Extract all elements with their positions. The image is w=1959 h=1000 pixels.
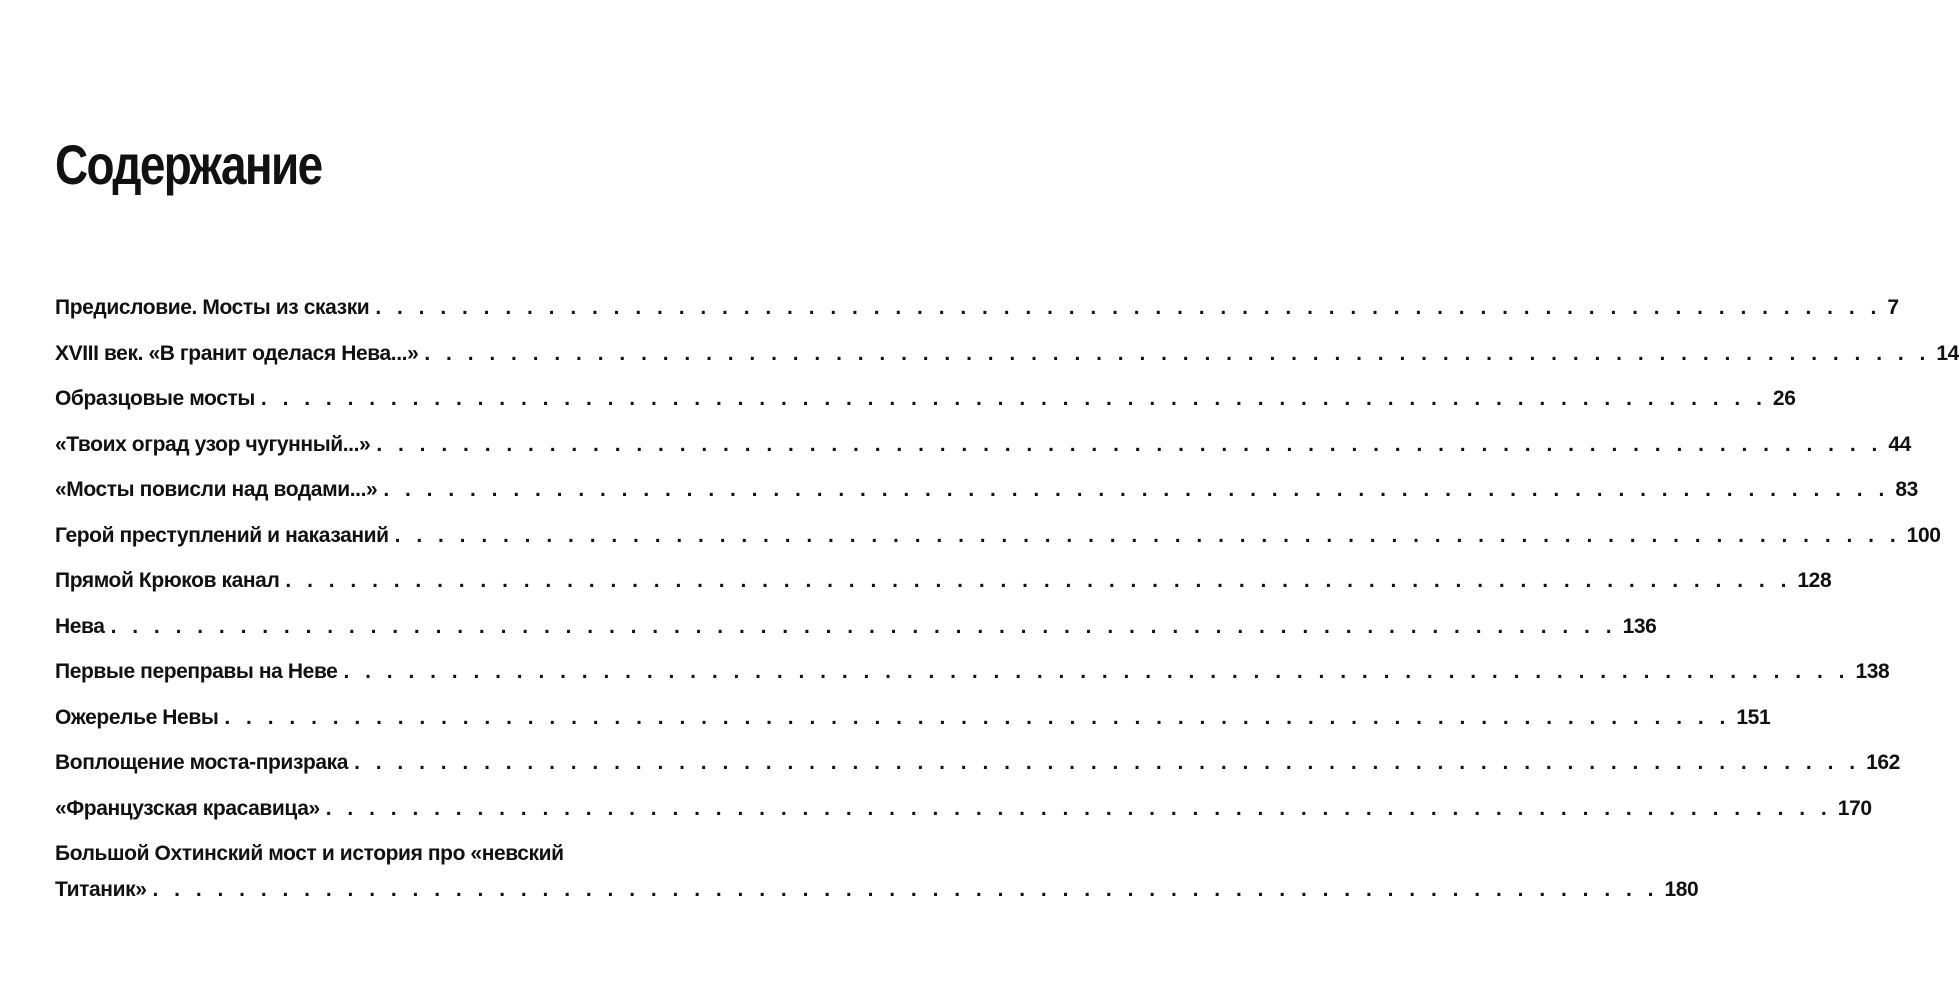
toc-entry-title: Образцовые мосты [55,387,255,410]
toc-entry-page: 162 [1866,751,1900,774]
toc-entry[interactable] [55,341,1959,388]
toc-entry-page: 83 [1895,478,1918,501]
toc-entry-title: «Мосты повисли над водами...» [55,478,378,501]
toc-entry[interactable] [55,660,1890,706]
toc-entry[interactable] [55,432,1911,479]
dot-leader: . . . . . . . . . . . . . . . . . . . . . . . . . . . . . . . . . . . . . . . . . . . . . . . . . . . . . . . . . . . . . . . . . . . . . . [394,523,1901,547]
dot-leader: . . . . . . . . . . . . . . . . . . . . . . . . . . . . . . . . . . . . . . . . . . . . . . . . . . . . . . . . . . . . . . . . . . . . . . [376,432,1883,456]
toc-entry[interactable] [55,387,1796,433]
toc-entry[interactable] [55,796,1872,843]
dot-leader: . . . . . . . . . . . . . . . . . . . . . . . . . . . . . . . . . . . . . . . . . . . . . . . . . . . . . . . . . . . . . . . . . . . . . . [375,296,1882,319]
toc-entry[interactable] [55,478,1918,524]
page-title: Содержание [55,133,322,196]
toc-entry-page: 26 [1772,387,1796,410]
toc-entry[interactable] [55,614,1657,661]
toc-entry-title: Нева [55,614,105,638]
toc-entry-page: 100 [1906,523,1941,547]
toc-entry[interactable] [55,569,1832,615]
toc-entry-title: Предисловие. Мосты из сказки [55,296,370,319]
dot-leader: . . . . . . . . . . . . . . . . . . . . . . . . . . . . . . . . . . . . . . . . . . . . . . . . . . . . . . . . . . . . . . . . . . . . . . [325,796,1832,820]
toc-entry-page: 7 [1887,296,1899,319]
dot-leader: . . . . . . . . . . . . . . . . . . . . . . . . . . . . . . . . . . . . . . . . . . . . . . . . . . . . . . . . . . . . . . . . . . . . . . [383,478,1890,501]
dot-leader: . . . . . . . . . . . . . . . . . . . . . . . . . . . . . . . . . . . . . . . . . . . . . . . . . . . . . . . . . . . . . . . . . . . . . . [424,341,1931,365]
dot-leader: . . . . . . . . . . . . . . . . . . . . . . . . . . . . . . . . . . . . . . . . . . . . . . . . . . . . . . . . . . . . . . . . . . . . . . [354,751,1861,774]
toc-entry-page: 170 [1837,796,1872,820]
toc-entry[interactable] [55,751,1900,797]
toc-entry-title: «Твоих оград узор чугунный...» [55,432,371,456]
dot-leader: . . . . . . . . . . . . . . . . . . . . . . . . . . . . . . . . . . . . . . . . . . . . . . . . . . . . . . . . . . . . . . . . . . . . . . [224,705,1731,729]
toc-entry[interactable] [55,705,1771,752]
toc-entry-title: Прямой Крюков канал [55,569,280,592]
toc-entry-page: 138 [1855,660,1890,683]
toc-entry-line2 [55,878,1699,902]
dot-leader: . . . . . . . . . . . . . . . . . . . . . . . . . . . . . . . . . . . . . . . . . . . . . . . . . . . . . . . . . . . . . . . . . . . . . . [152,878,1659,901]
toc-entry[interactable] [55,842,1699,902]
toc-entry[interactable] [55,296,1899,342]
table-of-contents [55,296,1959,902]
toc-entry-page: 128 [1797,569,1832,592]
toc-entry-title: «Французская красавица» [55,796,320,820]
toc-entry-title: Первые переправы на Неве [55,660,338,683]
toc-entry-page: 151 [1736,705,1771,729]
dot-leader: . . . . . . . . . . . . . . . . . . . . . . . . . . . . . . . . . . . . . . . . . . . . . . . . . . . . . . . . . . . . . . . . . . . . . . [343,660,1850,683]
toc-entry-title-line1: Большой Охтинский мост и история про «невский [55,842,564,865]
toc-entry-title: Воплощение моста-призрака [55,751,349,774]
toc-entry-title-line2: Титаник» [55,878,147,901]
toc-entry-title: XVIII век. «В гранит оделася Нева...» [55,341,419,365]
toc-entry-page: 14 [1936,341,1959,365]
toc-entry[interactable] [55,523,1941,570]
dot-leader: . . . . . . . . . . . . . . . . . . . . . . . . . . . . . . . . . . . . . . . . . . . . . . . . . . . . . . . . . . . . . . . . . . . . . . [285,569,1792,592]
toc-entry-title: Ожерелье Невы [55,705,219,729]
toc-entry-page: 136 [1622,614,1657,638]
toc-entry-title: Герой преступлений и наказаний [55,523,389,547]
dot-leader: . . . . . . . . . . . . . . . . . . . . . . . . . . . . . . . . . . . . . . . . . . . . . . . . . . . . . . . . . . . . . . . . . . . . . . [110,614,1617,638]
toc-entry-page: 44 [1888,432,1911,456]
toc-entry-page: 180 [1664,878,1699,901]
dot-leader: . . . . . . . . . . . . . . . . . . . . . . . . . . . . . . . . . . . . . . . . . . . . . . . . . . . . . . . . . . . . . . . . . . . . . . [260,387,1767,410]
